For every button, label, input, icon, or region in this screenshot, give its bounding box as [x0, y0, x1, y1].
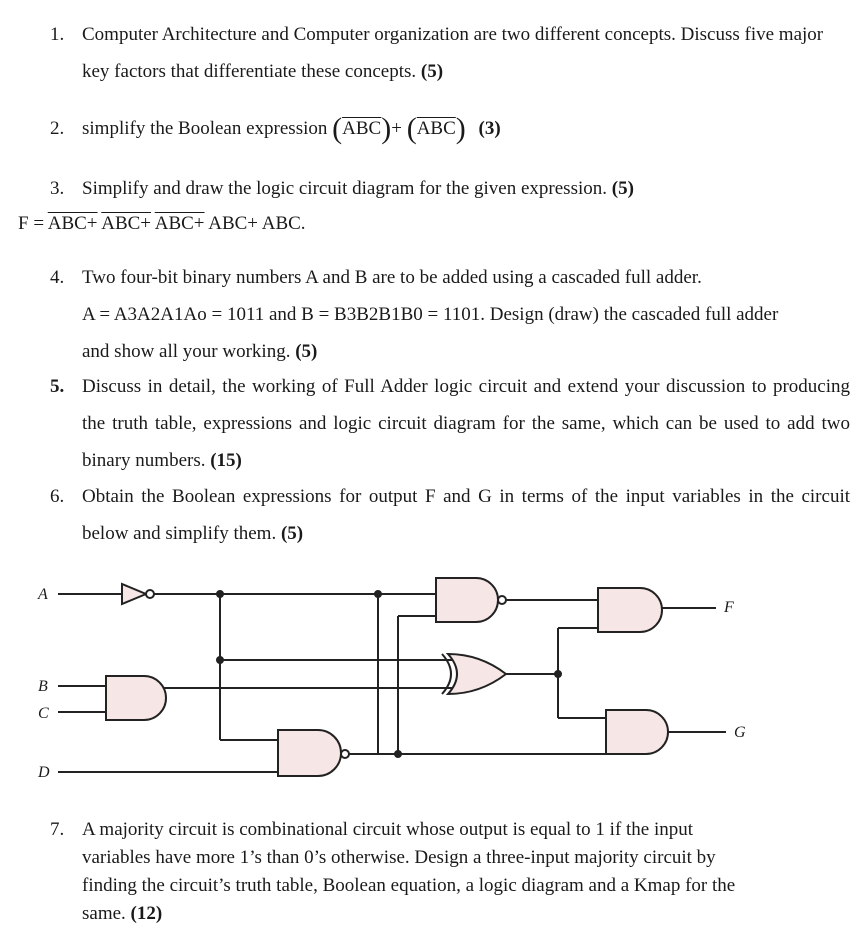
question-marks: (5) — [280, 523, 304, 544]
expression-term: ABC+ — [208, 213, 259, 234]
question-7 — [50, 816, 830, 928]
input-d-label: D — [38, 764, 50, 781]
question-text: Obtain the Boolean expressions for output F and G in terms of the input variables in the circuit below and simplify them. — [82, 486, 850, 544]
question-marks: (15) — [210, 450, 242, 471]
plus-sign: + — [391, 118, 402, 139]
question-number: 2. — [50, 118, 65, 139]
question-2: 2. simplify the Boolean expression $(ABC)+ (\overline{ABC})$ (3) — [50, 112, 501, 145]
boolean-term-2: $\overline{ABC}$ — [416, 118, 456, 139]
and-gate-bc — [106, 676, 166, 720]
question-number: 4. — [50, 267, 65, 288]
question-1 — [50, 16, 850, 90]
question-4 — [50, 259, 850, 370]
expression-lhs: F = — [18, 213, 48, 234]
question-3 — [50, 170, 850, 207]
question-line: variables have more 1’s than 0’s otherwise. Design a three-input majority circuit by — [82, 847, 716, 868]
and-gate-f — [598, 588, 662, 632]
input-a-label: A — [38, 586, 48, 603]
expression-term: ABC+ — [154, 213, 205, 234]
question-number: 5. — [50, 376, 65, 397]
input-b-label: B — [38, 678, 48, 695]
nand-gate-bottom — [278, 730, 341, 776]
expression-term: ABC. — [261, 213, 306, 234]
question-number: 6. — [50, 486, 65, 507]
question-text: simplify the Boolean expression — [82, 118, 328, 139]
expression-f — [18, 205, 818, 242]
question-5 — [50, 368, 850, 479]
input-c-label: C — [38, 705, 49, 722]
question-text: Simplify and draw the logic circuit diagram for the given expression. — [82, 178, 607, 199]
question-line: same. — [82, 903, 126, 924]
question-6 — [50, 478, 850, 552]
not-gate — [122, 584, 146, 604]
question-line: and show all your working. — [82, 341, 291, 362]
and-gate-g — [606, 710, 668, 754]
output-f-label: F — [724, 599, 734, 616]
boolean-term-1: ABC — [342, 118, 382, 139]
question-line: A majority circuit is combinational circuit whose output is equal to 1 if the input — [82, 819, 694, 840]
question-number: 7. — [50, 819, 65, 840]
question-line: Two four-bit binary numbers A and B are to be added using a cascaded full adder. — [82, 267, 702, 288]
question-marks: (5) — [295, 341, 318, 362]
question-text: Computer Architecture and Computer organization are two different concepts. Discuss five major key factors that differentiate these concepts. — [82, 24, 824, 82]
question-marks: (3) — [478, 118, 501, 139]
output-g-label: G — [734, 724, 746, 741]
question-marks: (5) — [611, 178, 634, 199]
question-line: A = A3A2A1Ao = 1011 and B = B3B2B1B0 = 1101. Design (draw) the cascaded full adder — [82, 304, 779, 325]
xor-gate — [448, 654, 506, 694]
expression-term: ABC+ — [47, 213, 98, 234]
question-number: 3. — [50, 178, 65, 199]
logic-circuit-diagram — [0, 560, 864, 790]
nand-gate — [436, 578, 498, 622]
question-number: 1. — [50, 24, 65, 45]
question-line: finding the circuit’s truth table, Boolean equation, a logic diagram and a Kmap for the — [82, 875, 736, 896]
question-text: Discuss in detail, the working of Full Adder logic circuit and extend your discussion to producing the truth table, expressions and logic circuit diagram for the same, which can be used to add two binary numbers. — [82, 376, 850, 471]
question-marks: (12) — [130, 903, 163, 924]
expression-term: ABC+ — [101, 213, 152, 234]
question-marks: (5) — [420, 61, 444, 82]
